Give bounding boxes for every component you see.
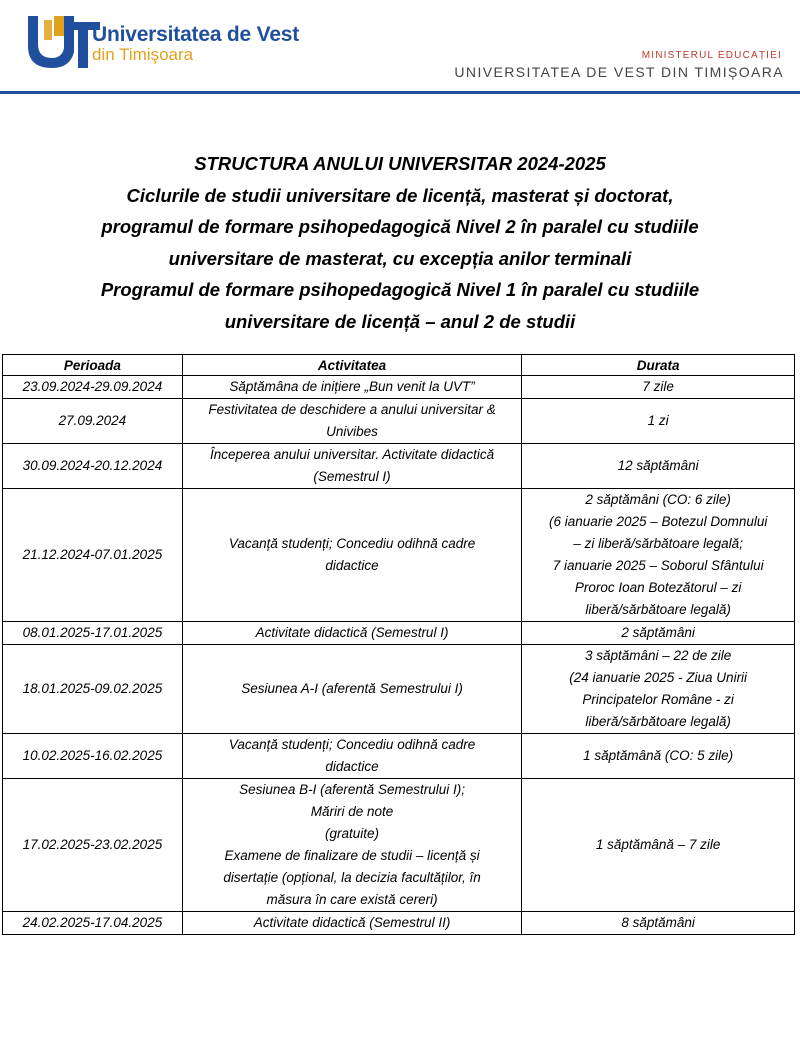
title-line: STRUCTURA ANULUI UNIVERSITAR 2024-2025 (194, 153, 606, 174)
duration-cell-line: 8 săptămâni (621, 915, 695, 930)
table-row (3, 622, 795, 645)
duration-cell (522, 399, 795, 444)
duration-cell-line: 7 ianuarie 2025 – Soborul Sfântului (552, 558, 764, 573)
duration-cell (522, 779, 795, 912)
activity-cell-line: Măriri de note (310, 804, 394, 819)
period-cell: 21.12.2024-07.01.2025 (3, 489, 183, 622)
schedule-table (2, 354, 795, 935)
activity-cell-line: Activitate didactică (Semestrul II) (253, 915, 451, 930)
activity-cell (182, 912, 522, 935)
period-cell: 10.02.2025-16.02.2025 (3, 734, 183, 779)
table-header-row (3, 355, 795, 376)
duration-cell (522, 645, 795, 734)
ministry-label: MINISTERUL EDUCAȚIEI (641, 50, 782, 61)
activity-cell-line: didactice (325, 759, 379, 774)
period-cell: 17.02.2025-23.02.2025 (3, 779, 183, 912)
period-cell: 18.01.2025-09.02.2025 (3, 645, 183, 734)
table-row (3, 734, 795, 779)
document-title (0, 148, 800, 337)
duration-cell (522, 622, 795, 645)
university-name: UNIVERSITATEA DE VEST DIN TIMIȘOARA (454, 64, 784, 80)
duration-cell (522, 489, 795, 622)
period-cell: 08.01.2025-17.01.2025 (3, 622, 183, 645)
activity-cell (182, 622, 522, 645)
duration-cell-line: liberă/sărbătoare legală) (585, 602, 731, 617)
duration-cell (522, 444, 795, 489)
duration-cell-line: liberă/sărbătoare legală) (585, 714, 731, 729)
activity-cell (182, 779, 522, 912)
logo-line2: din Timişoara (92, 45, 194, 64)
table-row (3, 645, 795, 734)
table-row (3, 779, 795, 912)
activity-cell-line: Examene de finalizare de studii – licență și (224, 848, 480, 863)
activity-cell-line: Sesiunea A-I (aferentă Semestrului I) (241, 681, 463, 696)
duration-cell-line: 1 zi (647, 413, 669, 428)
title-line: Ciclurile de studii universitare de licență, masterat și doctorat, (126, 184, 674, 206)
duration-cell (522, 912, 795, 935)
duration-cell-line: 2 săptămâni (621, 625, 695, 640)
activity-cell-line: Univibes (326, 424, 378, 439)
activity-cell-line: disertație (opțional, la decizia facultăților, în (223, 870, 481, 885)
title-line: universitare de licență – anul 2 de studii (224, 310, 576, 332)
table-row (3, 444, 795, 489)
activity-cell-line: (gratuite) (325, 826, 380, 841)
activity-cell-line: Sesiunea B-I (aferentă Semestrului I); (239, 782, 465, 797)
table-row (3, 912, 795, 935)
duration-cell (522, 734, 795, 779)
title-line: programul de formare psihopedagogică Nivel 2 în paralel cu studiile (101, 216, 699, 237)
activity-cell-line: măsura în care există cereri) (266, 892, 438, 907)
period-cell: 24.02.2025-17.04.2025 (3, 912, 183, 935)
header-divider (0, 91, 800, 94)
activity-cell (182, 489, 522, 622)
period-cell: 23.09.2024-29.09.2024 (3, 376, 183, 399)
period-cell: 30.09.2024-20.12.2024 (3, 444, 183, 489)
duration-cell (522, 376, 795, 399)
title-line: Programul de formare psihopedagogică Nivel 1 în paralel cu studiile (100, 279, 700, 300)
title-line: universitare de masterat, cu excepția anilor terminali (168, 247, 632, 269)
table-row (3, 489, 795, 622)
duration-cell-line: Principatelor Române - zi (582, 692, 734, 707)
header-duration: Durata (522, 355, 795, 376)
duration-cell-line: 1 săptămână (CO: 5 zile) (583, 748, 734, 763)
duration-cell-line: (6 ianuarie 2025 – Botezul Domnului (548, 514, 768, 529)
logo-line1: Universitatea de Vest (92, 23, 300, 46)
activity-cell (182, 734, 522, 779)
header-activity: Activitatea (182, 355, 522, 376)
header-period: Perioada (3, 355, 183, 376)
activity-cell-line: (Semestrul I) (313, 469, 391, 484)
activity-cell-line: Începerea anului universitar. Activitate didactică (209, 447, 495, 462)
university-logo-text (92, 24, 299, 64)
activity-cell-line: didactice (325, 558, 379, 573)
duration-cell-line: Proroc Ioan Botezătorul – zi (574, 580, 742, 595)
activity-cell-line: Festivitatea de deschidere a anului universitar & (208, 402, 496, 417)
duration-cell-line: 7 zile (642, 379, 674, 394)
period-cell: 27.09.2024 (3, 399, 183, 444)
table-row (3, 376, 795, 399)
table-row (3, 399, 795, 444)
duration-cell-line: 3 săptămâni – 22 de zile (584, 648, 732, 663)
duration-cell-line: 1 săptămână – 7 zile (595, 837, 721, 852)
duration-cell-line: 12 săptămâni (617, 458, 699, 473)
activity-cell (182, 399, 522, 444)
activity-cell-line: Săptămâna de inițiere „Bun venit la UVT” (229, 379, 475, 394)
activity-cell-line: Activitate didactică (Semestrul I) (255, 625, 449, 640)
activity-cell-line: Vacanță studenți; Concediu odihnă cadre (228, 536, 476, 551)
table-body (3, 376, 795, 935)
activity-cell (182, 444, 522, 489)
activity-cell (182, 376, 522, 399)
duration-cell-line: 2 săptămâni (CO: 6 zile) (585, 492, 731, 507)
activity-cell (182, 645, 522, 734)
duration-cell-line: (24 ianuarie 2025 - Ziua Unirii (569, 670, 748, 685)
activity-cell-line: Vacanță studenți; Concediu odihnă cadre (228, 737, 476, 752)
duration-cell-line: – zi liberă/sărbătoare legală; (573, 536, 743, 551)
page-header (0, 0, 800, 100)
